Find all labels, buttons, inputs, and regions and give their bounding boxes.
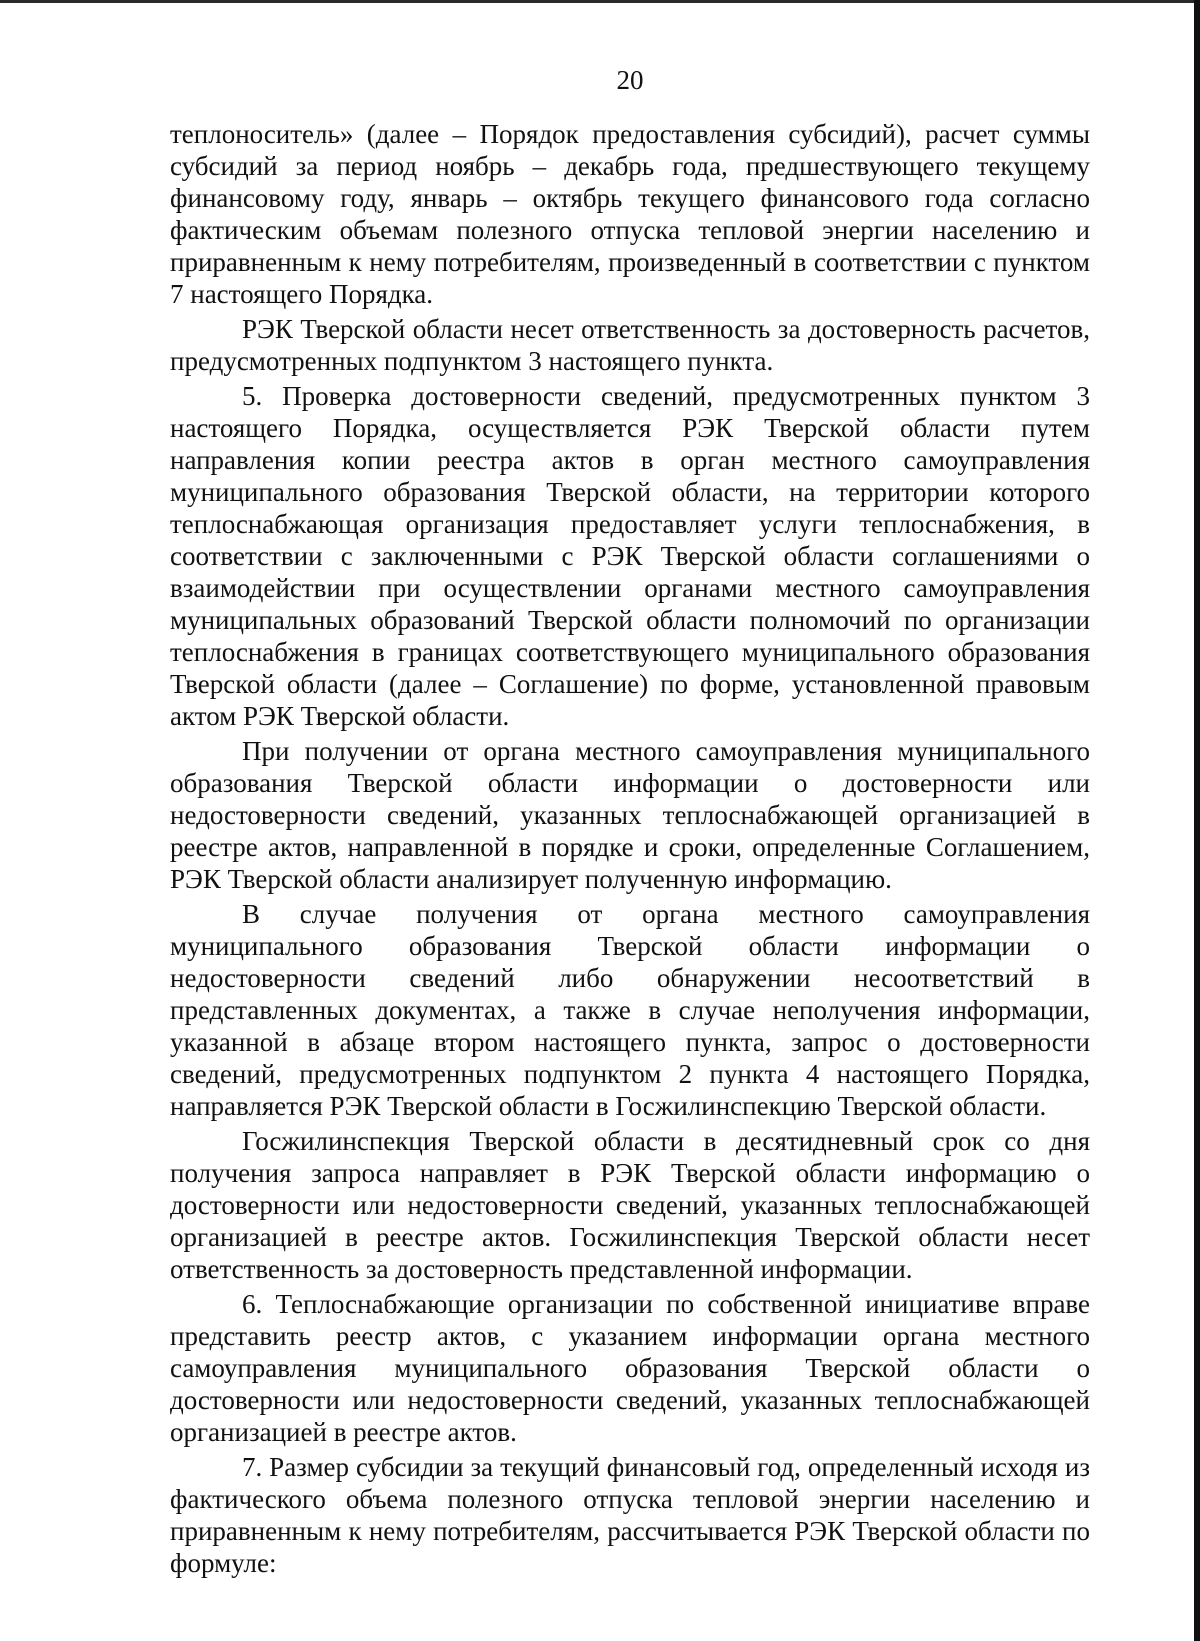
- scan-edge-top: [0, 0, 1200, 3]
- paragraph-info-analysis: При получении от органа местного самоуправления муниципального образования Тверской области информации о достоверности или недостоверности сведений, указанных теплоснабжающей организацией в реестре актов, направленной в порядке и сроки, определенные Соглашением, РЭК Тверской области анализирует полученную информацию.: [170, 736, 1090, 894]
- paragraph-continuation: теплоноситель» (далее – Порядок предоставления субсидий), расчет суммы субсидий за период ноябрь – декабрь года, предшествующего текущему финансовому году, январь – октябрь текущего финансового года согласно фактическим объемам полезного отпуска тепловой энергии населению и приравненным к нему потребителям, произведенный в соответствии с пунктом 7 настоящего Порядка.: [170, 119, 1090, 309]
- paragraph-gosjilinspektsiya: Госжилинспекция Тверской области в десятидневный срок со дня получения запроса направляет в РЭК Тверской области информацию о достоверности или недостоверности сведений, указанных теплоснабжающей организацией в реестре актов. Госжилинспекция Тверской области несет ответственность за достоверность представленной информации.: [170, 1126, 1090, 1284]
- paragraph-item-7: 7. Размер субсидии за текущий финансовый год, определенный исходя из фактического объема полезного отпуска тепловой энергии населению и приравненным к нему потребителям, рассчитывается РЭК Тверской области по формуле:: [170, 1452, 1090, 1578]
- scan-edge-right: [1194, 0, 1200, 1641]
- document-page: [170, 64, 1090, 1582]
- paragraph-item-6: 6. Теплоснабжающие организации по собственной инициативе вправе представить реестр актов, с указанием информации органа местного самоуправления муниципального образования Тверской области о достоверности или недостоверности сведений, указанных теплоснабжающей организацией в реестре актов.: [170, 1289, 1090, 1447]
- page-number: 20: [616, 65, 644, 95]
- paragraph-item-5: 5. Проверка достоверности сведений, предусмотренных пунктом 3 настоящего Порядка, осуществляется РЭК Тверской области путем направления копии реестра актов в орган местного самоуправления муниципального образования Тверской области, на территории которого теплоснабжающая организация предоставляет услуги теплоснабжения, в соответствии с заключенными с РЭК Тверской области соглашениями о взаимодействии при осуществлении органами местного самоуправления муниципальных образований Тверской области полномочий по организации теплоснабжения в границах соответствующего муниципального образования Тверской области (далее – Соглашение) по форме, установленной правовым актом РЭК Тверской области.: [170, 381, 1090, 731]
- paragraph-inaccuracy-request: В случае получения от органа местного самоуправления муниципального образования Тверской области информации о недостоверности сведений либо обнаружении несоответствий в представленных документах, а также в случае неполучения информации, указанной в абзаце втором настоящего пункта, запрос о достоверности сведений, предусмотренных подпунктом 2 пункта 4 настоящего Порядка, направляется РЭК Тверской области в Госжилинспекцию Тверской области.: [170, 899, 1090, 1121]
- paragraph-rek-responsibility: РЭК Тверской области несет ответственность за достоверность расчетов, предусмотренных подпунктом 3 настоящего пункта.: [170, 314, 1090, 376]
